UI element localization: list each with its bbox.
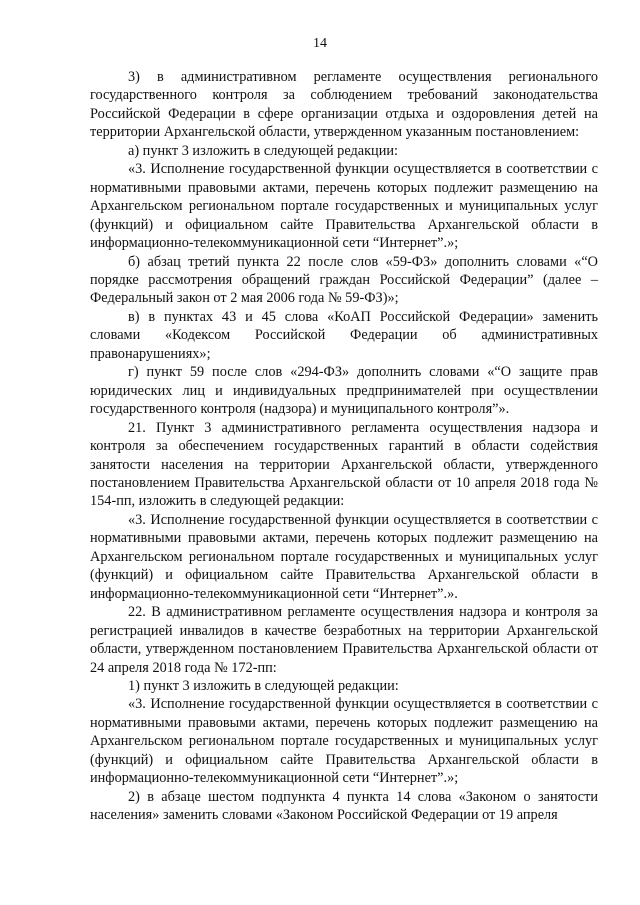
paragraph: «3. Исполнение государственной функции осуществляется в соответствии с нормативными правовыми актами, перечень которых подлежит размещению на Архангельском региональном портале государственных и муниципальных услуг (функций) и официальном сайте Правительства Архангельской области в информационно-телекоммуникационной сети “Интернет”.»; — [90, 696, 598, 787]
document-body — [90, 68, 598, 825]
paragraph: 2) в абзаце шестом подпункта 4 пункта 14 слова «Законом о занятости населения» заменить словами «Законом Российской Федерации от 19 апреля — [90, 788, 598, 824]
paragraph: 3) в административном регламенте осуществления регионального государственного контроля за соблюдением требований законодательства Российской Федерации в сфере организации отдыха и оздоровления детей на территории Архангельской области, утвержденном указанным постановлением: — [90, 69, 598, 141]
paragraph: «3. Исполнение государственной функции осуществляется в соответствии с нормативными правовыми актами, перечень которых подлежит размещению на Архангельском региональном портале государственных и муниципальных услуг (функций) и официальном сайте Правительства Архангельской области в информационно-телекоммуникационной сети “Интернет”.»; — [90, 161, 598, 252]
paragraph: б) абзац третий пункта 22 после слов «59-ФЗ» дополнить словами «“О порядке рассмотрения обращений граждан Российской Федерации” (далее – Федеральный закон от 2 мая 2006 года № 59-ФЗ)»; — [90, 253, 598, 307]
paragraph: а) пункт 3 изложить в следующей редакции: — [128, 142, 398, 159]
paragraph: 22. В административном регламенте осуществления надзора и контроля за регистрацией инвалидов в качестве безработных на территории Архангельской области, утвержденном постановлением Правительства Архангельской области от 24 апреля 2018 года № 172-пп: — [90, 604, 598, 676]
paragraph: г) пункт 59 после слов «294-ФЗ» дополнить словами «“О защите прав юридических лиц и индивидуальных предпринимателей при осуществлении государственного контроля (надзора) и муниципального контроля”». — [90, 364, 598, 418]
paragraph: в) в пунктах 43 и 45 слова «КоАП Российской Федерации» заменить словами «Кодексом Российской Федерации об административных правонарушениях»; — [90, 308, 598, 362]
paragraph: 1) пункт 3 изложить в следующей редакции: — [128, 677, 399, 694]
paragraph: 21. Пункт 3 административного регламента осуществления надзора и контроля за обеспечением государственных гарантий в области содействия занятости населения на территории Архангельской области, утвержденного постановлением Правительства Архангельской области от 10 апреля 2018 года № 154-пп, изложить в следующей редакции: — [90, 419, 598, 510]
paragraph: «3. Исполнение государственной функции осуществляется в соответствии с нормативными правовыми актами, перечень которых подлежит размещению на Архангельском региональном портале государственных и муниципальных услуг (функций) и официальном сайте Правительства Архангельской области в информационно-телекоммуникационной сети “Интернет”.». — [90, 511, 598, 602]
page-number: 14 — [313, 36, 327, 51]
